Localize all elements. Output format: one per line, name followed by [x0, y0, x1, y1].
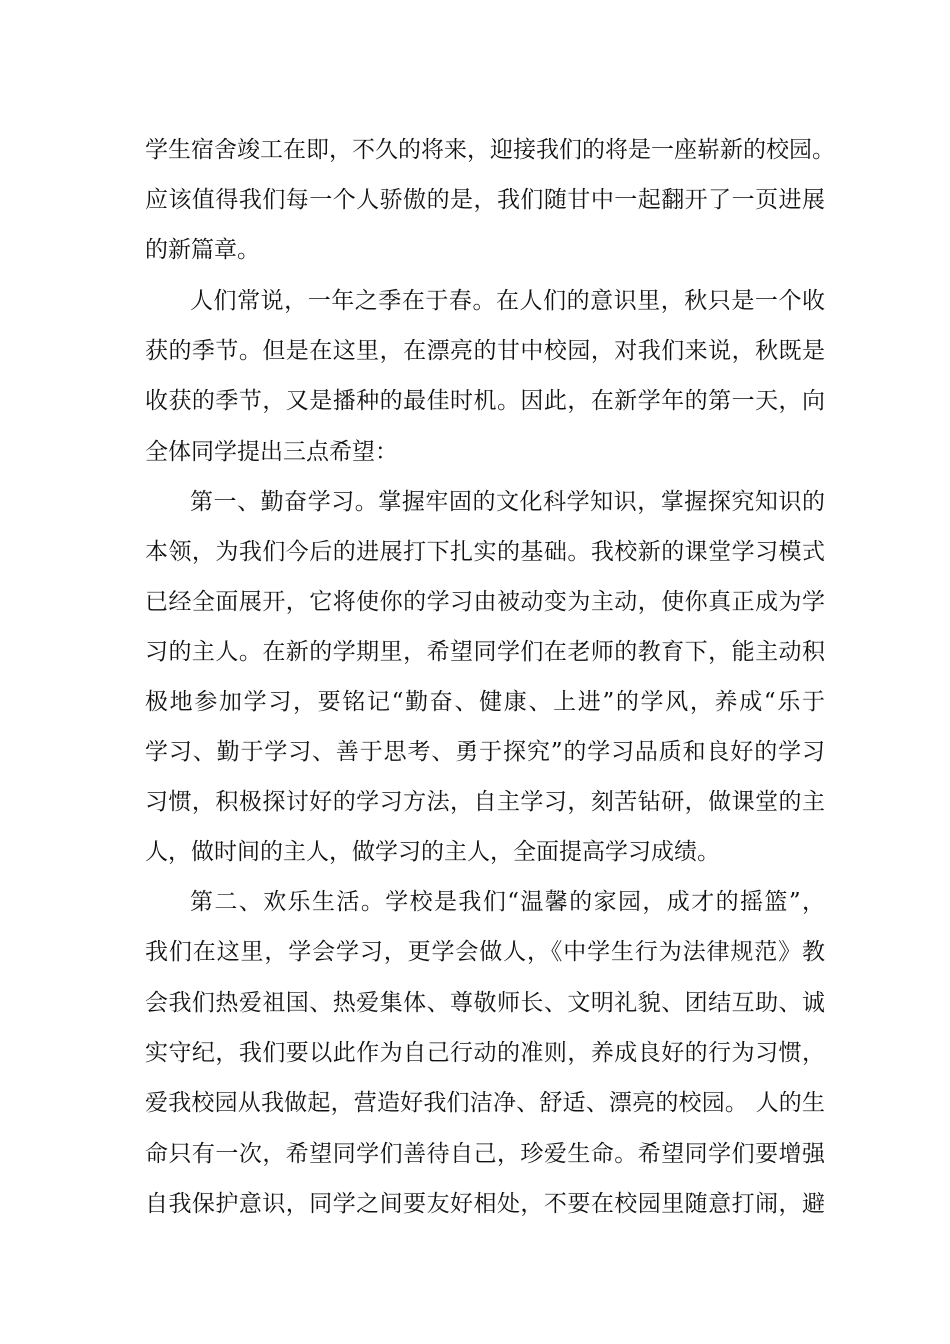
text-line: 自我保护意识，同学之间要友好相处，不要在校园里随意打闹，避 — [145, 1191, 825, 1217]
text-line: 习的主人。在新的学期里，希望同学们在老师的教育下，能主动积 — [145, 639, 825, 665]
text-line: 已经全面展开，它将使你的学习由被动变为主动，使你真正成为学 — [145, 589, 825, 615]
text-line: 习惯，积极探讨好的学习方法，自主学习，刻苦钻研，做课堂的主 — [145, 789, 825, 815]
text-line: 全体同学提出三点希望： — [145, 439, 398, 465]
text-line: 的新篇章。 — [145, 237, 260, 263]
text-line: 实守纪，我们要以此作为自己行动的准则，养成良好的行为习惯， — [145, 1040, 825, 1066]
text-line: 极地参加学习，要铭记“勤奋、健康、上进”的学风，养成“乐于 — [145, 689, 825, 715]
text-line: 命只有一次，希望同学们善待自己，珍爱生命。希望同学们要增强 — [145, 1141, 825, 1167]
text-line: 爱我校园从我做起，营造好我们洁净、舒适、漂亮的校园。 人的生 — [145, 1090, 825, 1116]
text-line: 收获的季节，又是播种的最佳时机。因此，在新学年的第一天，向 — [145, 388, 825, 414]
paragraph-first-line: 人们常说，一年之季在于春。在人们的意识里，秋只是一个收 — [190, 288, 825, 314]
text-line: 应该值得我们每一个人骄傲的是，我们随甘中一起翻开了一页进展 — [145, 187, 825, 213]
text-line: 获的季节。但是在这里，在漂亮的甘中校园，对我们来说，秋既是 — [145, 338, 825, 364]
text-line: 人，做时间的主人，做学习的主人，全面提高学习成绩。 — [145, 839, 720, 865]
text-line: 我们在这里，学会学习，更学会做人，《中学生行为法律规范》教 — [145, 939, 825, 965]
paragraph-first-line: 第一、勤奋学习。掌握牢固的文化科学知识，掌握探究知识的 — [190, 489, 825, 515]
text-line: 本领，为我们今后的进展打下扎实的基础。我校新的课堂学习模式 — [145, 539, 825, 565]
text-line: 学习、勤于学习、善于思考、勇于探究”的学习品质和良好的学习 — [145, 739, 825, 765]
text-line: 学生宿舍竣工在即，不久的将来，迎接我们的将是一座崭新的校园。 — [145, 137, 835, 163]
text-line: 会我们热爱祖国、热爱集体、尊敬师长、文明礼貌、团结互助、诚 — [145, 990, 825, 1016]
paragraph-first-line: 第二、欢乐生活。学校是我们“温馨的家园，成才的摇篮”， — [190, 889, 825, 915]
